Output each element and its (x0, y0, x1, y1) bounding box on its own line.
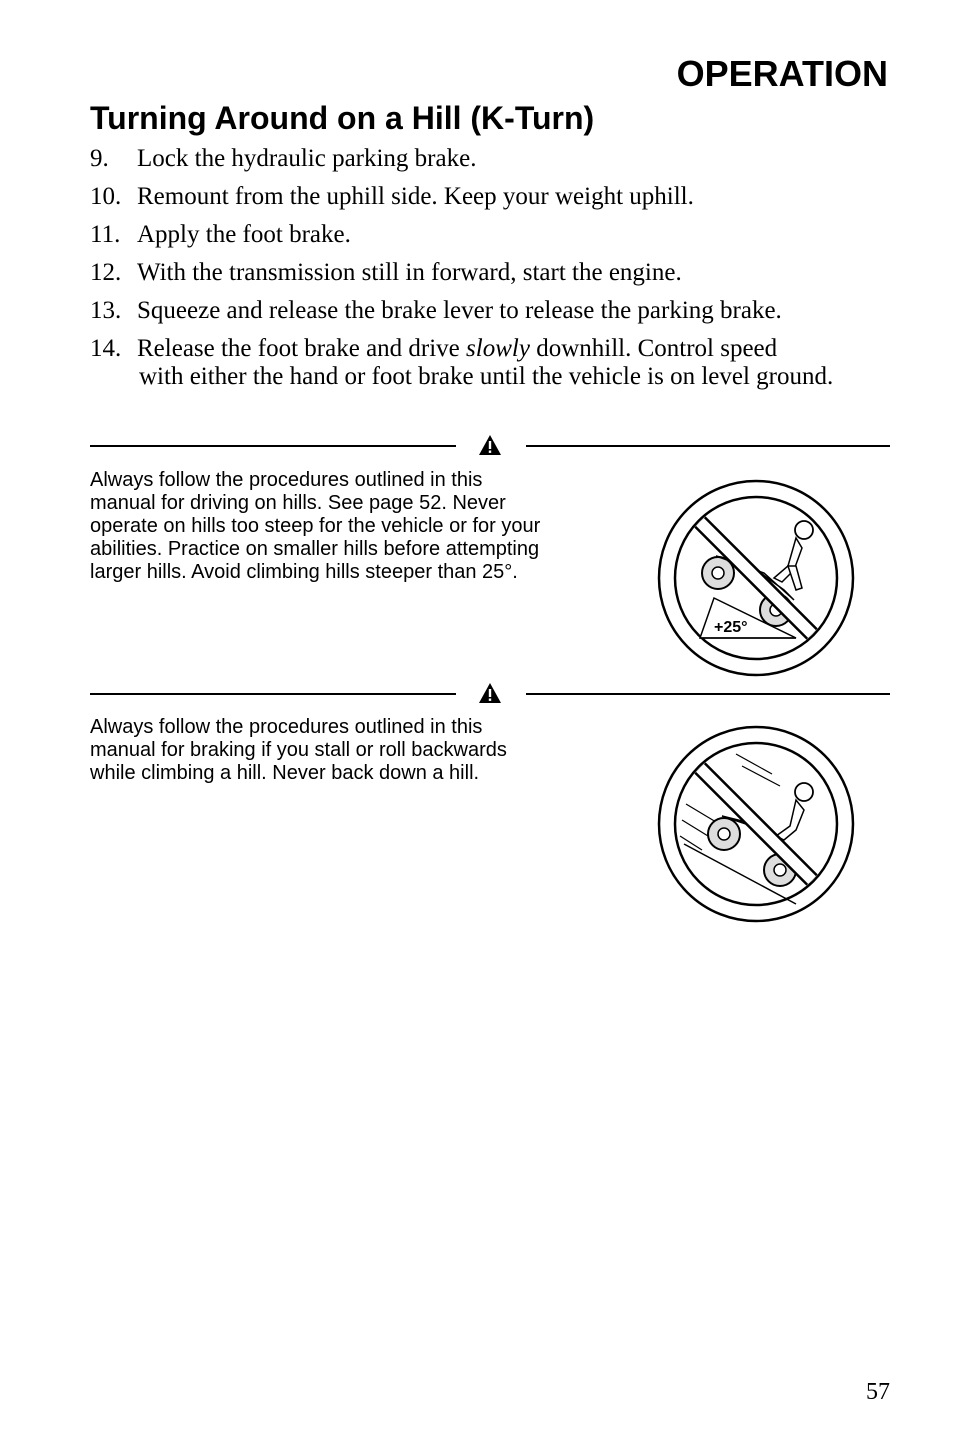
divider-line (526, 445, 890, 447)
page-number: 57 (866, 1379, 890, 1405)
step-text: Remount from the uphill side. Keep your weight uphill. (137, 183, 694, 210)
step-item (90, 183, 880, 211)
warning-divider (90, 682, 890, 706)
step-item (90, 259, 880, 287)
steps-list (90, 145, 880, 401)
step-number: 13. (90, 297, 122, 324)
step-item (90, 221, 880, 249)
warning-triangle-icon (478, 682, 502, 704)
divider-line (90, 693, 456, 695)
step-number: 14. (90, 335, 122, 362)
section-title: OPERATION (676, 53, 888, 94)
step-text: Squeeze and release the brake lever to release the parking brake. (137, 297, 782, 324)
angle-label: +25° (714, 619, 748, 636)
warning-divider (90, 434, 890, 458)
step-text-continued: with either the hand or foot brake until the vehicle is on level ground. (139, 363, 834, 390)
step-item (90, 297, 880, 325)
step-number: 9. (90, 145, 109, 172)
divider-line (526, 693, 890, 695)
warning-triangle-icon (478, 434, 502, 456)
step-number: 10. (90, 183, 122, 210)
step-text: With the transmission still in forward, start the engine. (137, 259, 682, 286)
subsection-title: Turning Around on a Hill (K-Turn) (90, 100, 595, 136)
step-number: 11. (90, 221, 121, 248)
divider-line (90, 445, 456, 447)
step-number: 12. (90, 259, 122, 286)
warning-text: Always follow the procedures outlined in this manual for driving on hills. See page 52. Never operate on hills too steep for the vehicle or for your abilities. Practice on smaller hills before attempting larger hills. Avoid climbing hills steeper than 25°. (90, 469, 541, 583)
step-text: Release the foot brake and drive slowly downhill. Control speed (137, 335, 778, 362)
step-text: Lock the hydraulic parking brake. (137, 145, 477, 172)
step-item (90, 145, 880, 173)
no-steep-hill-climb-icon (656, 478, 856, 678)
emphasis-text: slowly (466, 335, 530, 362)
step-text: Apply the foot brake. (137, 221, 351, 248)
warning-text: Always follow the procedures outlined in this manual for braking if you stall or roll backwards while climbing a hill. Never back down a hill. (90, 716, 507, 784)
step-item (90, 335, 880, 391)
no-backing-down-hill-icon (656, 724, 856, 924)
